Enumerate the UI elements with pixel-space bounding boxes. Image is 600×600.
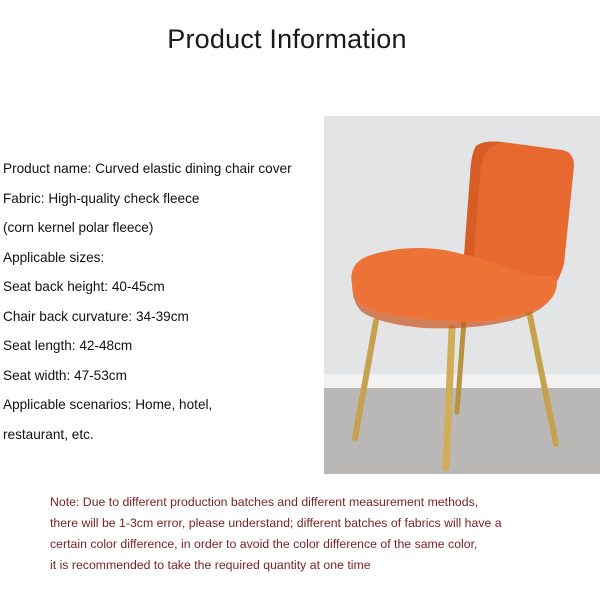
note-line-3: certain color difference, in order to avoid the color difference of the same color, <box>50 537 478 551</box>
spec-seat-width: Seat width: 47-53cm <box>3 367 127 383</box>
spec-fabric: Fabric: High-quality check fleece <box>3 190 200 206</box>
spec-back-curvature: Chair back curvature: 34-39cm <box>3 308 189 324</box>
chair-illustration <box>324 116 600 474</box>
note-block <box>50 492 550 576</box>
note-line-2: there will be 1-3cm error, please understand; different batches of fabrics will have a <box>50 516 502 530</box>
chair-photo <box>324 116 600 474</box>
spec-scenarios: Applicable scenarios: Home, hotel, <box>3 397 213 412</box>
spec-list <box>3 154 323 449</box>
spec-seat-back-height: Seat back height: 40-45cm <box>3 279 165 294</box>
note-line-1: Note: Due to different production batches and different measurement methods, <box>50 495 479 509</box>
spec-product-name: Product name: Curved elastic dining chair cover <box>3 161 292 176</box>
spec-applicable-sizes: Applicable sizes: <box>3 249 105 265</box>
spec-seat-length: Seat length: 42-48cm <box>3 338 133 353</box>
photo-floor <box>324 388 600 474</box>
note-line-4: it is recommended to take the required quantity at one time <box>50 558 371 572</box>
spec-scenarios-cont: restaurant, etc. <box>3 426 94 442</box>
spec-fabric-detail: (corn kernel polar fleece) <box>3 220 154 235</box>
page-title: Product Information <box>167 24 407 54</box>
